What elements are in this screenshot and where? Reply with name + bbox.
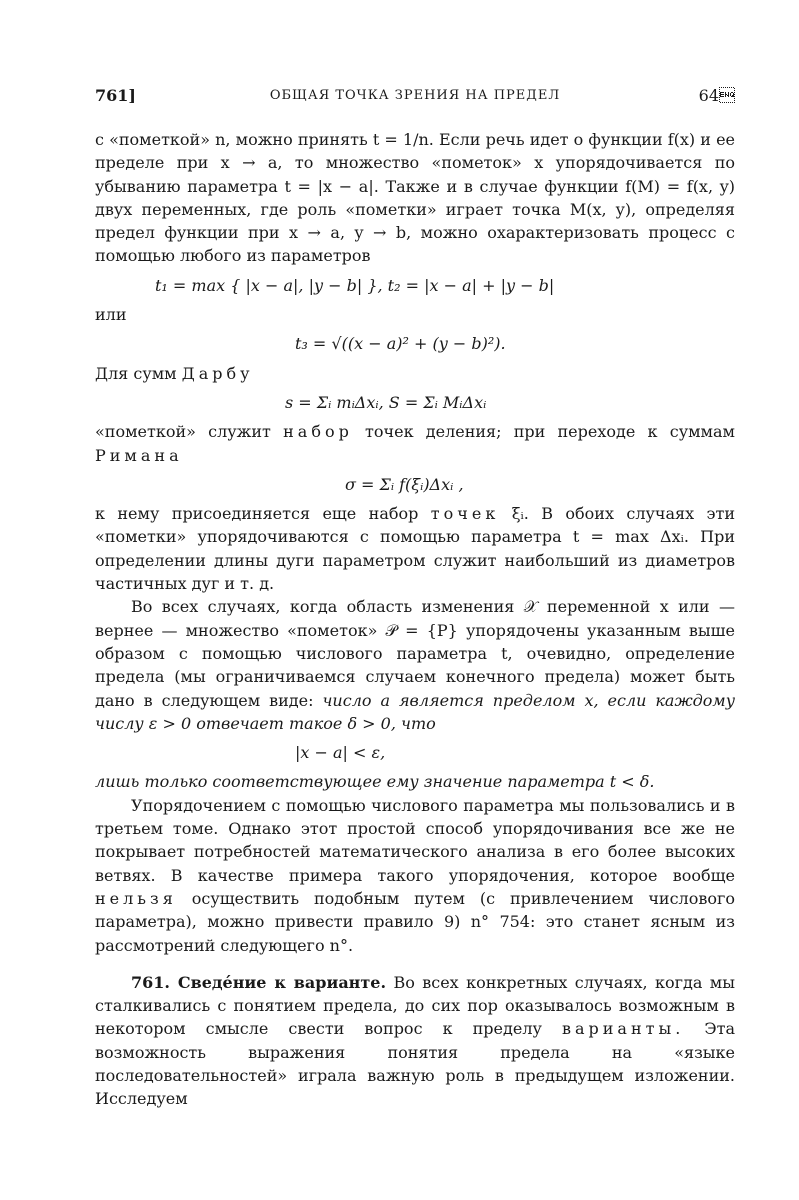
paragraph-4	[95, 595, 735, 735]
p6-part-a: Упорядочением с помощью числового параметра мы пользовались и в третьем томе. Однако этот простой способ упорядочивания все же не покрывает потребностей математического анализа в его более высоких ветвях. В качестве примера такого упорядочения, которое вообще	[95, 795, 735, 885]
p3-part-a: к нему присоединяется еще набор	[95, 504, 419, 524]
p2-part-a: «пометкой» служит	[95, 422, 271, 442]
formula-riemann-sum: σ = Σᵢ f(ξᵢ)Δxᵢ ,	[345, 474, 464, 494]
p7-part-c: Эта возможность выражения понятия предела на «языке последовательностей» играла важную роль в предыдущем изложении. Исследуем	[95, 1019, 735, 1109]
page-body	[95, 128, 735, 1111]
paragraph-6	[95, 794, 735, 957]
text-or: или	[95, 305, 127, 325]
running-title: ОБЩАЯ ТОЧКА ЗРЕНИЯ НА ПРЕДЕЛ	[269, 88, 561, 103]
p7-part-a: Во всех конкретных случаях, когда мы сталкивались с понятием предела, до сих пор оказывалось возможным в некотором смысле свести вопрос к пределу	[95, 972, 735, 1039]
riemann-word: Римана	[95, 445, 183, 465]
darboux-word: Дарбу	[181, 363, 254, 383]
page-number: 64	[698, 86, 735, 105]
p6-part-c: осуществить подобным путем (с привлечением числового параметра), можно привести правило 9) n° 754: это станет ясным из рассмотрений следующего n°.	[95, 888, 735, 955]
p3-part-c: ξᵢ. В обоих случаях эти «пометки» упорядочиваются с помощью параметра t = max Δxᵢ. При определении длины дуги параметром служит наибольший из диаметров частичных дуг и т. д.	[95, 504, 736, 594]
formula-t1-t2: t₁ = max { |x − a|, |y − b| }, t₂ = |x − a| + |y − b|	[155, 275, 555, 295]
p2-emph-nabor: набор	[283, 422, 353, 442]
darboux-line	[95, 362, 735, 385]
paragraph-2	[95, 420, 735, 467]
formula-epsilon: |x − a| < ε,	[295, 743, 386, 763]
p6-emph-nelzya: нельзя	[95, 888, 177, 908]
formula-darboux-sums: s = Σᵢ mᵢΔxᵢ, S = Σᵢ MᵢΔxᵢ	[285, 392, 487, 412]
paragraph-5: лишь только соответствующее ему значение параметра t < δ.	[95, 772, 655, 792]
p2-part-c: точек деления; при переходе к суммам	[365, 422, 735, 442]
darboux-lead: Для сумм	[95, 363, 177, 383]
paragraph-3	[95, 502, 735, 595]
p4-part-a: Во всех случаях, когда область изменения 𝒳 переменной x или — вернее — множество «пометок» 𝒫 = {P} упорядочены указанным выше образом с помощью числового параметра t, очевидно, определение предела (мы ограничиваемся случаем конечного предела) может быть дано в следующем виде:	[95, 597, 735, 710]
formula-t3: t₃ = √((x − a)² + (y − b)²).	[295, 334, 506, 354]
p7-emph-varianty: варианты.	[561, 1019, 685, 1039]
running-header	[95, 86, 735, 112]
section-number: 761]	[95, 86, 136, 105]
p4-definition: число a является пределом x, если каждому числу ε > 0 отвечает такое δ > 0, что	[95, 690, 735, 733]
p3-emph-tochek: точек	[430, 504, 500, 524]
section-heading: 761. Сведе́ние к варианте.	[131, 972, 387, 992]
paragraph-7	[95, 971, 735, 1111]
paragraph-1: с «пометкой» n, можно принять t = 1/n. Если речь идет о функции f(x) и ее пределе при x → a, то множество «пометок» x упорядочивается по убыванию параметра t = |x − a|. Также и в случае функции f(M) = f(x, y) двух переменных, где роль «пометки» играет точка M(x, y), определяя предел функции при x → a, y → b, можно охарактеризовать процесс с помощью любого из параметров	[95, 130, 735, 266]
